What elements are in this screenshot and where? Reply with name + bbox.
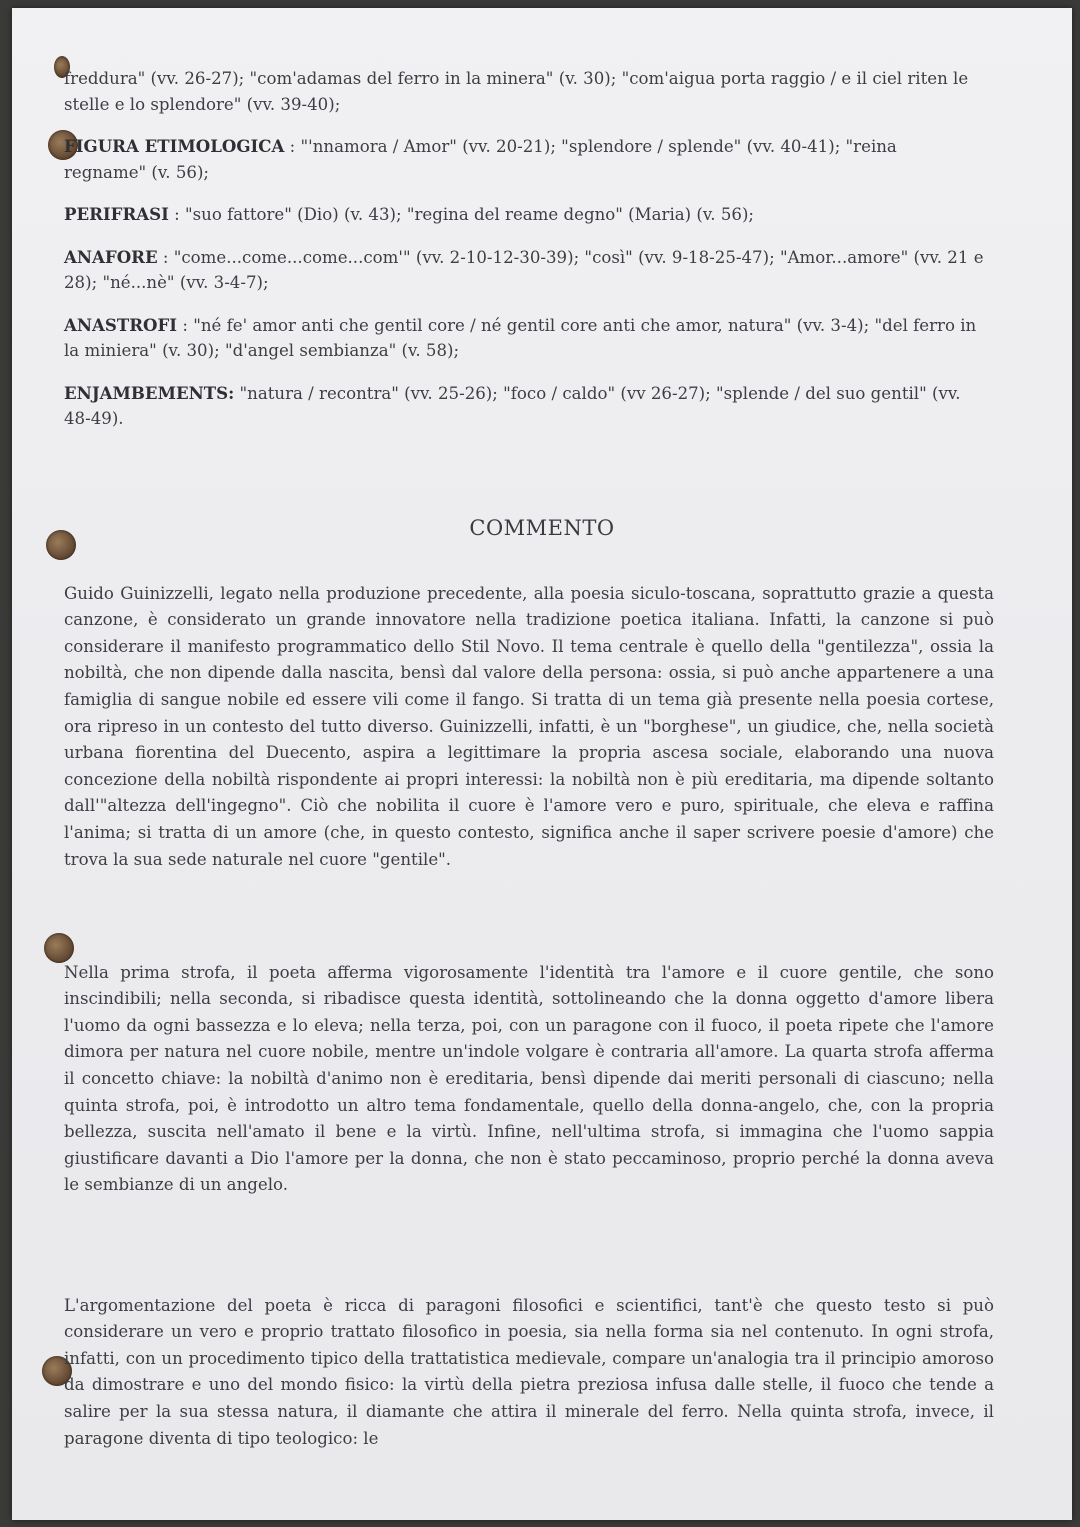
figure-entry (64, 381, 984, 432)
figure-text: : "'nnamora / Amor" (vv. 20-21); "splendore / splende" (vv. 40-41); "reina regname" (v. 56); (64, 137, 897, 182)
figure-entry (64, 134, 984, 185)
commento-paragraph: L'argomentazione del poeta è ricca di paragoni filosofici e scientifici, tant'è che questo testo si può considerare un vero e proprio trattato filosofico in poesia, sia nella forma sia nel contenuto. In ogni strofa, infatti, con un procedimento tipico della trattatistica medievale, compare un'analogia tra il principio amoroso da dimostrare e uno del mondo fisico: la virtù della pietra preziosa infusa dalle stelle, il fuoco che tende a salire per la sua stessa natura, il diamante che attira il minerale del ferro. Nella quinta strofa, invece, il paragone diventa di tipo teologico: le (64, 1295, 994, 1448)
figure-term: FIGURA ETIMOLOGICA (64, 136, 285, 156)
figure-text: : "suo fattore" (Dio) (v. 43); "regina del reame degno" (Maria) (v. 56); (174, 205, 755, 224)
figure-term: ENJAMBEMENTS: (64, 382, 235, 403)
figure-term: PERIFRASI (64, 204, 169, 224)
figure-entry (64, 313, 984, 364)
figure-entry (64, 202, 984, 228)
commento-paragraph: Nella prima strofa, il poeta afferma vigorosamente l'identità tra l'amore e il cuore gentile, che sono inscindibili; nella seconda, si ribadisce questa identità, sottolineando che la donna oggetto d'amore libera l'uomo da ogni bassezza e lo eleva; nella terza, poi, con un paragone con il fuoco, il poeta ripete che l'amore dimora per natura nel cuore nobile, mentre un'indole volgare è contraria all'amore. La quarta strofa afferma il concetto chiave: la nobiltà d'animo non è ereditaria, bensì dipende dai meriti personali di ciascuno; nella quinta strofa, poi, è introdotto un altro tema fondamentale, quello della donna-angelo, che, con la propria bellezza, suscita nell'amato il bene e la virtù. Infine, nell'ultima strofa, si immagina che l'uomo sappia giustificare davanti a Dio l'amore per la donna, che non è stato peccaminoso, proprio perché la donna aveva le sembianze di un angelo. (64, 962, 994, 1195)
commento-paragraph: Guido Guinizzelli, legato nella produzione precedente, alla poesia siculo-toscana, soprattutto grazie a questa canzone, è considerato un grande innovatore nella tradizione poetica italiana. Infatti, la canzone si può considerare il manifesto programmatico dello Stil Novo. Il tema centrale è quello della "gentilezza", ossia la nobiltà, che non dipende dalla nascita, bensì dal valore della persona: ossia, si può anche appartenere a una famiglia di sangue nobile ed essere vili come il fango. Si tratta di un tema già presente nella poesia cortese, ora ripreso in un contesto del tutto diverso. Guinizzelli, infatti, è un "borghese", un giudice, che, nella società urbana fiorentina del Duecento, aspira a legittimare la propria ascesa sociale, elaborando una nuova concezione della nobiltà rispondente ai propri interessi: la nobiltà non è più ereditaria, ma dipende soltanto dall'"altezza dell'ingegno". Ciò che nobilita il cuore è l'amore vero e puro, spirituale, che eleva e raffina l'anima; si tratta di un amore (che, in questo contesto, significa anche il saper scrivere poesie d'amore) che trova la sua sede naturale nel cuore "gentile". (64, 583, 994, 869)
figure-text: : "come...come...come...com'" (vv. 2-10-12-30-39); "così" (vv. 9-18-25-47); "Amor...amore" (vv. 21 e 28); "né...nè" (vv. 3-4-7); (64, 247, 984, 292)
figure-term: ANASTROFI (64, 314, 178, 335)
section-title: COMMENTO (469, 516, 615, 540)
figure-text: : "né fe' amor anti che gentil core / né gentil core anti che amor, natura" (vv. 3-4); "del ferro in la miniera" (v. 30); "d'angel sembianza" (v. 58); (64, 315, 977, 360)
figure-entry (64, 66, 984, 117)
figure-entry (64, 245, 984, 296)
rhetorical-figures-list (64, 66, 984, 449)
document-page (12, 8, 1072, 1520)
binder-hole (44, 933, 74, 963)
figure-text: freddura" (vv. 26-27); "com'adamas del ferro in la minera" (v. 30); "com'aigua porta raggio / e il ciel riten le stelle e lo splendore" (vv. 39-40); (64, 69, 969, 114)
figure-text: "natura / recontra" (vv. 25-26); "foco / caldo" (vv 26-27); "splende / del suo gentil" (vv. 48-49). (64, 383, 961, 428)
figure-term: ANAFORE (64, 246, 158, 267)
